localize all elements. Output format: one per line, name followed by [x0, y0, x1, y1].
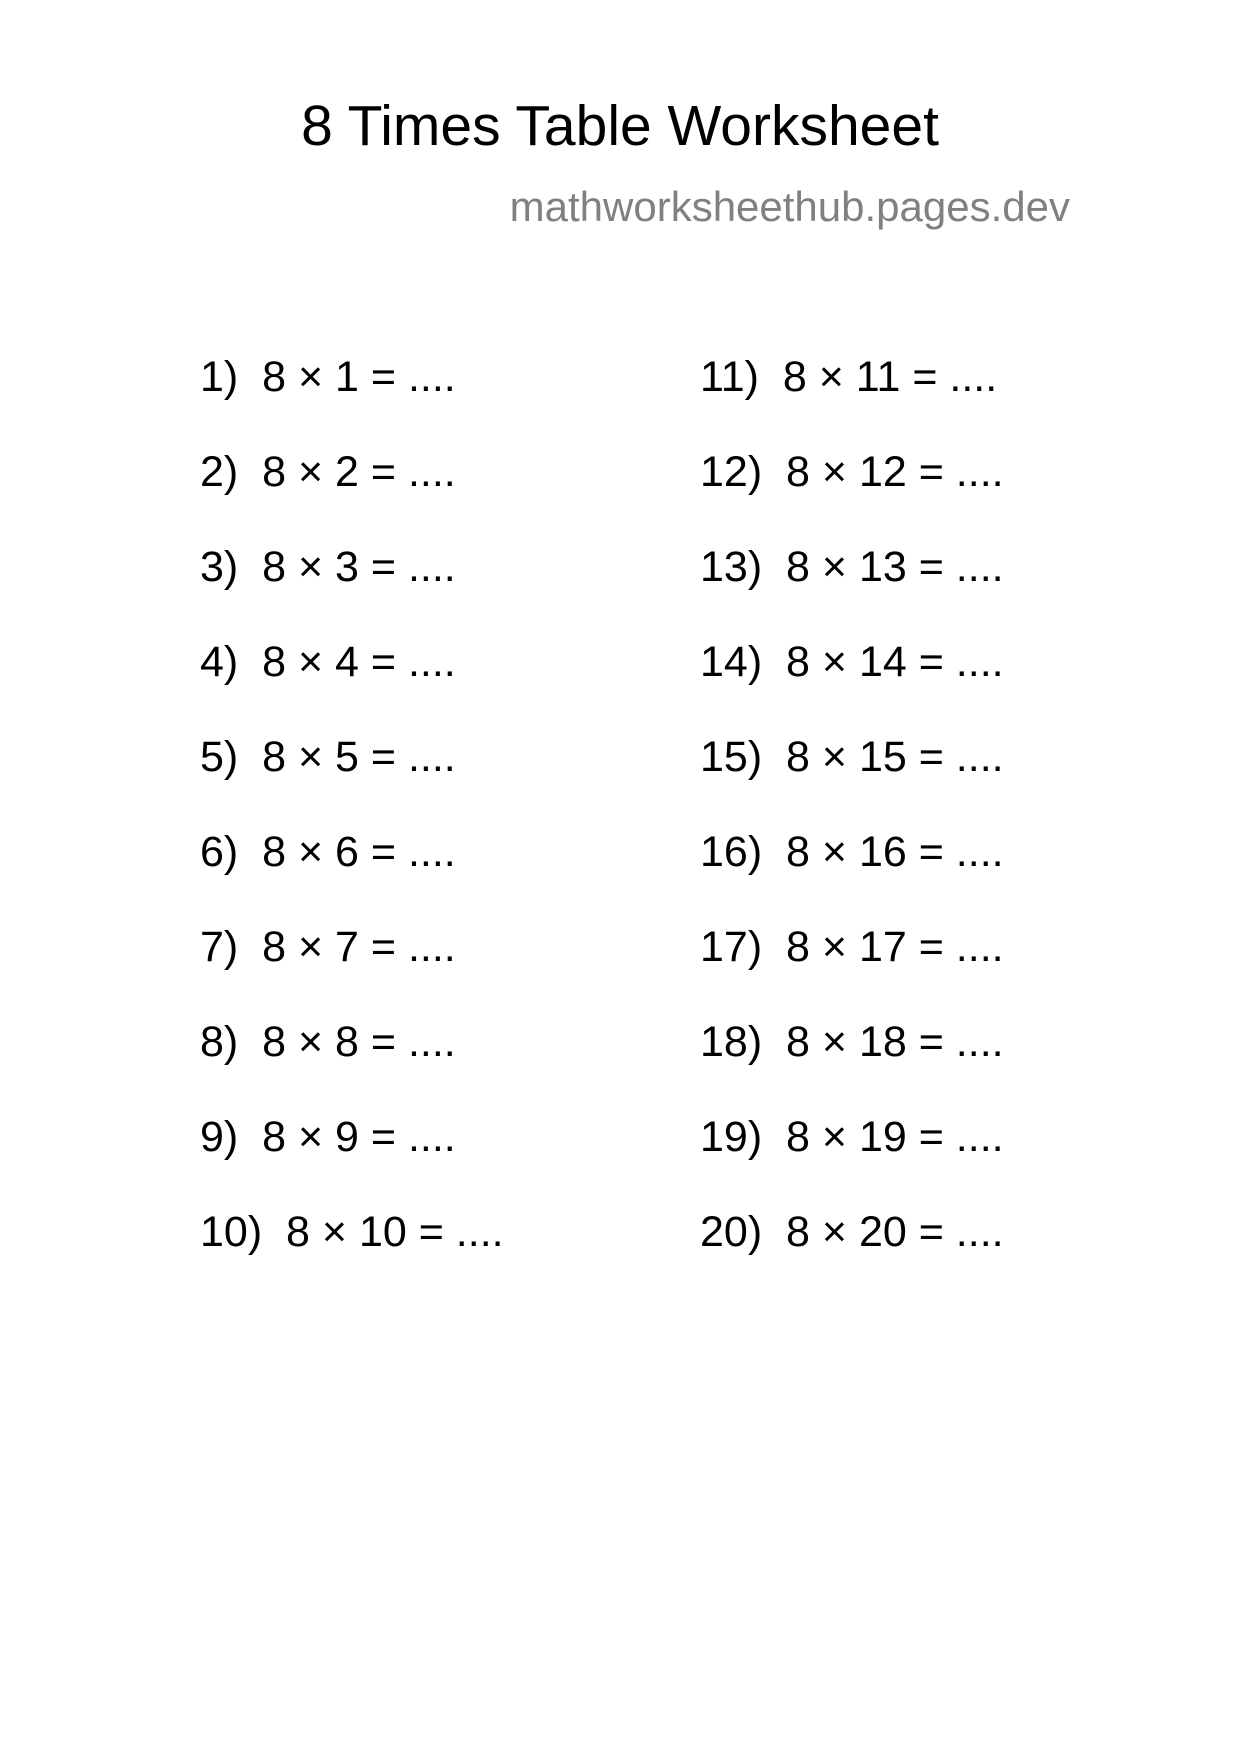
problem-12: 12) 8 × 12 = .... — [700, 448, 1004, 496]
problem-17: 17) 8 × 17 = .... — [700, 923, 1004, 971]
problem-7: 7) 8 × 7 = .... — [200, 923, 456, 971]
problem-11: 11) 8 × 11 = .... — [700, 353, 998, 401]
problem-18: 18) 8 × 18 = .... — [700, 1018, 1004, 1066]
problem-10: 10) 8 × 10 = .... — [200, 1208, 504, 1256]
problem-20: 20) 8 × 20 = .... — [700, 1208, 1004, 1256]
problem-3: 3) 8 × 3 = .... — [200, 543, 456, 591]
problem-16: 16) 8 × 16 = .... — [700, 828, 1004, 876]
problem-15: 15) 8 × 15 = .... — [700, 733, 1004, 781]
site-url: mathworksheethub.pages.dev — [509, 183, 1070, 230]
worksheet-title: 8 Times Table Worksheet — [301, 94, 939, 158]
problem-2: 2) 8 × 2 = .... — [200, 448, 456, 496]
problem-8: 8) 8 × 8 = .... — [200, 1018, 456, 1066]
problem-19: 19) 8 × 19 = .... — [700, 1113, 1004, 1161]
problem-6: 6) 8 × 6 = .... — [200, 828, 456, 876]
problem-5: 5) 8 × 5 = .... — [200, 733, 456, 781]
problem-14: 14) 8 × 14 = .... — [700, 638, 1004, 686]
problem-13: 13) 8 × 13 = .... — [700, 543, 1004, 591]
problem-column-left — [200, 354, 504, 1304]
problem-9: 9) 8 × 9 = .... — [200, 1113, 456, 1161]
problem-grid — [200, 354, 1080, 1254]
problem-column-right — [700, 354, 1004, 1304]
problem-1: 1) 8 × 1 = .... — [200, 353, 456, 401]
problem-4: 4) 8 × 4 = .... — [200, 638, 456, 686]
